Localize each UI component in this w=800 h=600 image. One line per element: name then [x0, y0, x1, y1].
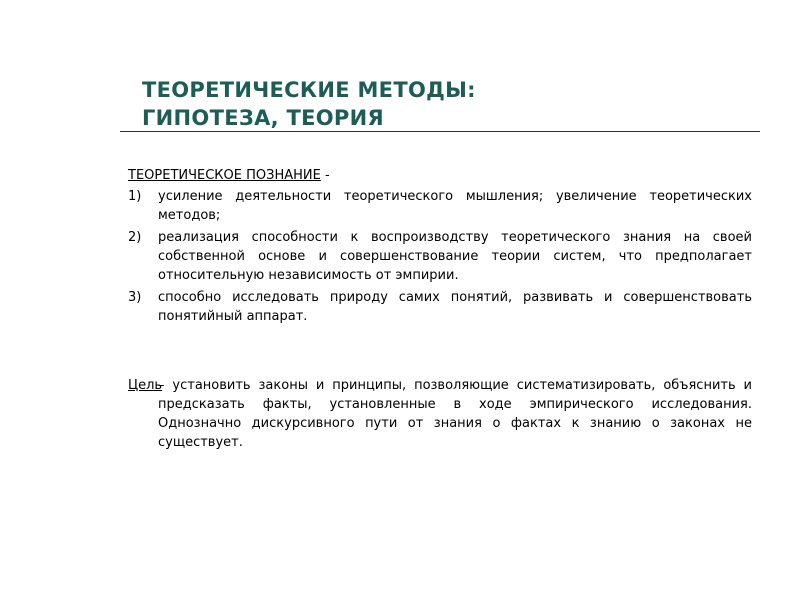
- section-heading-suffix: -: [320, 168, 330, 183]
- slide-title-line-2: ГИПОТЕЗА, ТЕОРИЯ: [142, 106, 384, 130]
- slide-title: [142, 76, 476, 132]
- list-item-number: 3): [128, 290, 142, 305]
- slide-title-line-1: ТЕОРЕТИЧЕСКИЕ МЕТОДЫ:: [142, 78, 476, 102]
- goal-label: Цель: [128, 378, 163, 393]
- list-item: [128, 288, 752, 326]
- slide-body: [128, 166, 752, 452]
- list-item-text: способно исследовать природу самих понятий, развивать и совершенствовать понятийный аппарат.: [158, 290, 752, 324]
- section-heading-term: ТЕОРЕТИЧЕСКОЕ ПОЗНАНИЕ: [128, 168, 321, 183]
- title-divider: [120, 131, 760, 132]
- list-item: [128, 187, 752, 225]
- list-item-text: реализация способности к воспроизводству теоретического знания на своей собственной основе и совершенствование теории систем, что предполагает относительную независимость от эмпирии.: [158, 230, 752, 283]
- list-item: [128, 228, 752, 285]
- list-item-text: усиление деятельности теоретического мышления; увеличение теоретических методов;: [158, 189, 752, 223]
- goal-text: – установить законы и принципы, позволяющие систематизировать, объяснить и предсказать факты, установленные в ходе эмпирического исследования. Однозначно дискурсивного пути от знания о фактах к знанию о законах не существует.: [158, 378, 752, 450]
- goal-paragraph: [128, 376, 752, 452]
- list-item-number: 1): [128, 189, 142, 204]
- section-heading: [128, 166, 752, 185]
- list-item-number: 2): [128, 230, 142, 245]
